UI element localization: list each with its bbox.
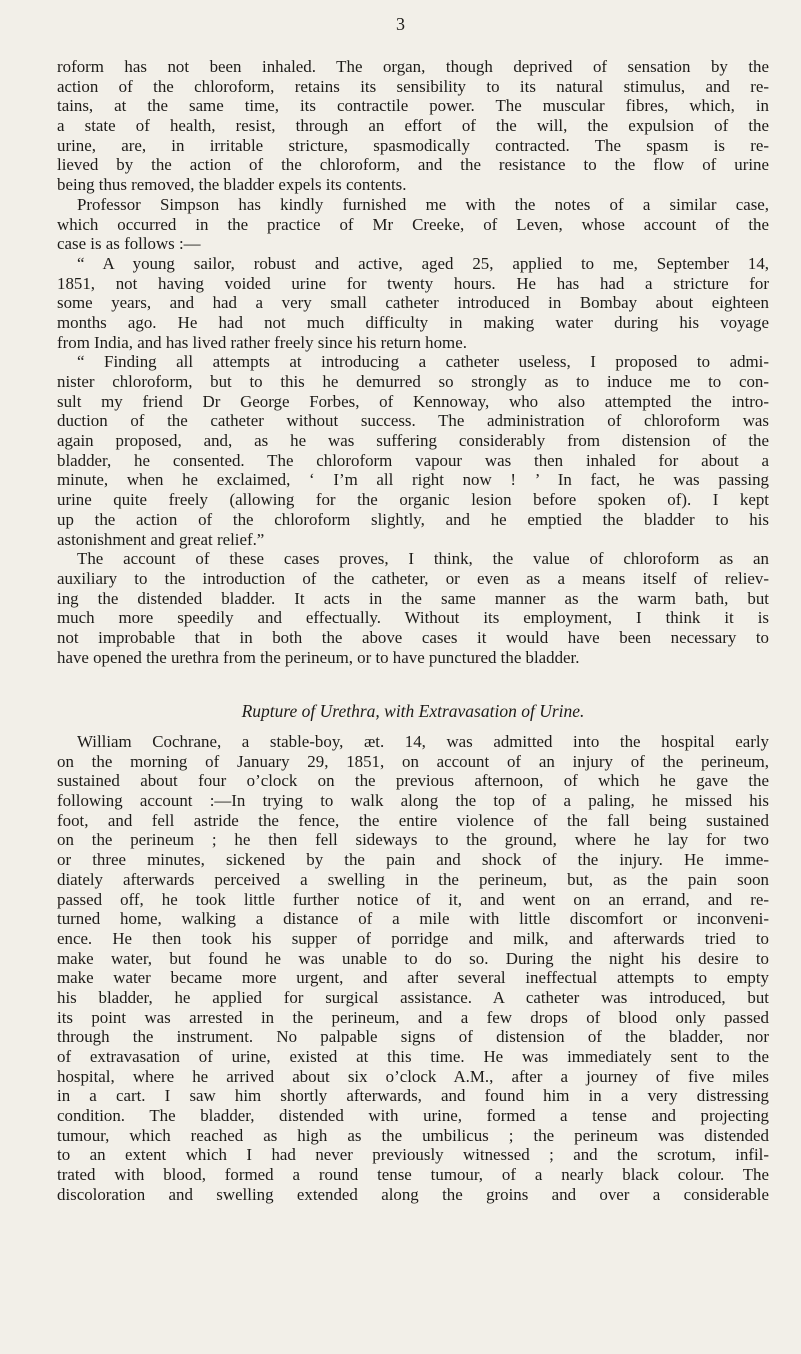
chloroform-section: [57, 57, 769, 667]
text-line: being thus removed, the bladder expels its contents.: [57, 175, 407, 195]
text-line: passed off, he took little further notice of it, and went on an errand, and re-: [57, 889, 769, 909]
text-line: William Cochrane, a stable-boy, æt. 14, was admitted into the hospital early: [77, 732, 769, 751]
text-line: urine quite freely (allowing for the organic lesion before spoken of). I kept: [57, 490, 769, 510]
text-line: sult my friend Dr George Forbes, of Kennoway, who also attempted the intro-: [57, 391, 769, 411]
text-line: “ A young sailor, robust and active, aged 25, applied to me, September 14,: [77, 253, 769, 273]
section-heading: Rupture of Urethra, with Extravasation of Urine.: [241, 701, 585, 722]
text-line: roform has not been inhaled. The organ, though deprived of sensation by the: [57, 57, 769, 76]
text-line: its point was arrested in the perineum, and a few drops of blood only passed: [57, 1007, 769, 1027]
text-line: have opened the urethra from the perineum, or to have punctured the bladder.: [57, 647, 580, 667]
text-line: Professor Simpson has kindly furnished me with the notes of a similar case,: [77, 194, 769, 214]
text-line: on the perineum ; he then fell sideways to the ground, where he lay for two: [57, 830, 769, 850]
text-line: trated with blood, formed a round tense tumour, of a nearly black colour. The: [57, 1165, 769, 1185]
text-line: sustained about four o’clock on the previous afternoon, of which he gave the: [57, 771, 769, 791]
text-line: some years, and had a very small catheter introduced in Bombay about eighteen: [57, 293, 769, 313]
text-line: diately afterwards perceived a swelling in the perineum, but, as the pain soon: [57, 869, 769, 889]
text-line: or three minutes, sickened by the pain and shock of the injury. He imme-: [57, 850, 769, 870]
rupture-case-section: [57, 732, 769, 1205]
text-line: lieved by the action of the chloroform, and the resistance to the flow of urine: [57, 155, 769, 175]
text-line: much more speedily and effectually. Without its employment, I think it is: [57, 608, 769, 628]
text-line: up the action of the chloroform slightly, and he emptied the bladder to his: [57, 509, 769, 529]
text-line: duction of the catheter without success. The administration of chloroform was: [57, 411, 769, 431]
text-line: astonishment and great relief.”: [57, 529, 265, 549]
page-number: 3: [396, 14, 405, 34]
text-line: auxiliary to the introduction of the catheter, or even as a means itself of reliev-: [57, 568, 769, 588]
text-line: ence. He then took his supper of porridge and milk, and afterwards tried to: [57, 928, 769, 948]
page-body: [57, 57, 769, 1205]
text-line: months ago. He had not much difficulty in making water during his voyage: [57, 312, 769, 332]
text-line: to an extent which I had never previously witnessed ; and the scrotum, infil-: [57, 1145, 769, 1165]
text-line: from India, and has lived rather freely since his return home.: [57, 332, 467, 352]
text-line: on the morning of January 29, 1851, on account of an injury of the perineum,: [57, 751, 769, 771]
text-line: urine, are, in irritable stricture, spasmodically contracted. The spasm is re-: [57, 135, 769, 155]
text-line: ing the distended bladder. It acts in the same manner as the warm bath, but: [57, 588, 769, 608]
text-line: The account of these cases proves, I think, the value of chloroform as an: [77, 549, 769, 569]
text-line: make water, but found he was unable to do so. During the night his desire to: [57, 948, 769, 968]
text-line: hospital, where he arrived about six o’clock A.M., after a journey of five miles: [57, 1066, 769, 1086]
text-line: make water became more urgent, and after several ineffectual attempts to empty: [57, 968, 769, 988]
text-line: his bladder, he applied for surgical assistance. A catheter was introduced, but: [57, 987, 769, 1007]
text-line: of extravasation of urine, existed at this time. He was immediately sent to the: [57, 1047, 769, 1066]
text-line: minute, when he exclaimed, ‘ I’m all right now ! ’ In fact, he was passing: [57, 470, 769, 490]
text-line: nister chloroform, but to this he demurred so strongly as to induce me to con-: [57, 372, 769, 391]
text-line: tumour, which reached as high as the umbilicus ; the perineum was distended: [57, 1125, 769, 1145]
text-line: which occurred in the practice of Mr Creeke, of Leven, whose account of the: [57, 214, 769, 234]
text-line: 1851, not having voided urine for twenty hours. He has had a stricture for: [57, 273, 769, 293]
text-line: turned home, walking a distance of a mile with little discomfort or inconveni-: [57, 909, 769, 929]
text-line: action of the chloroform, retains its sensibility to its natural stimulus, and re-: [57, 76, 769, 96]
text-line: a state of health, resist, through an effort of the will, the expulsion of the: [57, 116, 769, 136]
text-line: condition. The bladder, distended with urine, formed a tense and projecting: [57, 1106, 769, 1126]
text-line: through the instrument. No palpable signs of distension of the bladder, nor: [57, 1027, 769, 1047]
text-line: not improbable that in both the above cases it would have been necessary to: [57, 627, 769, 647]
text-line: tains, at the same time, its contractile power. The muscular fibres, which, in: [57, 96, 769, 116]
text-line: in a cart. I saw him shortly afterwards, and found him in a very distressing: [57, 1086, 769, 1106]
text-line: again proposed, and, as he was suffering considerably from distension of the: [57, 431, 769, 451]
text-line: foot, and fell astride the fence, the entire violence of the fall being sustained: [57, 810, 769, 830]
text-line: “ Finding all attempts at introducing a catheter useless, I proposed to admi-: [77, 352, 769, 372]
text-line: bladder, he consented. The chloroform vapour was then inhaled for about a: [57, 450, 769, 470]
text-line: following account :—In trying to walk along the top of a paling, he missed his: [57, 791, 769, 811]
text-line: case is as follows :—: [57, 234, 201, 254]
text-line: discoloration and swelling extended along the groins and over a considerable: [57, 1184, 769, 1204]
